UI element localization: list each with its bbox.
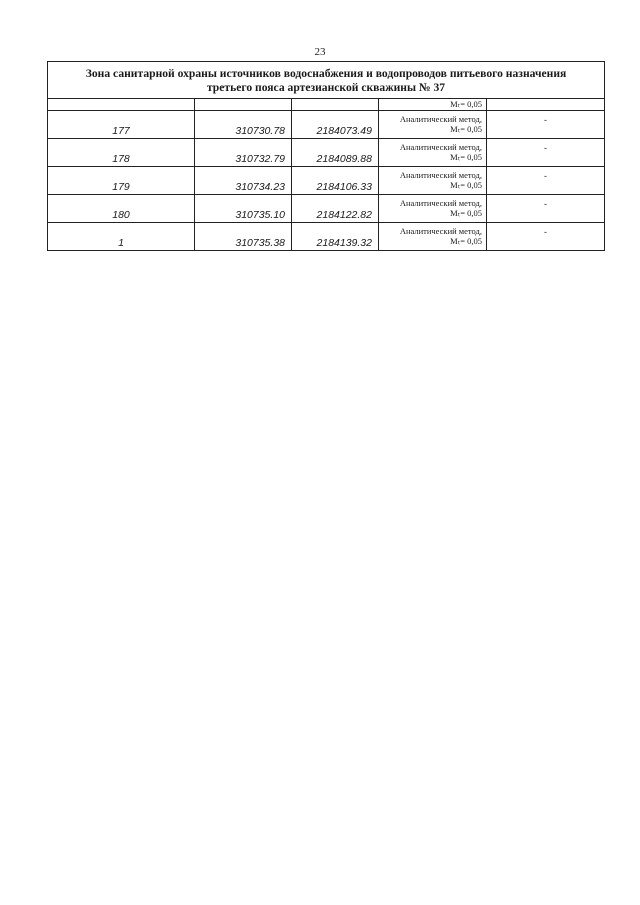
table-title-line-1: Зона санитарной охраны источников водоснабжения и водопроводов питьевого назначения [85, 67, 567, 80]
table-cell [48, 99, 195, 111]
table-row [48, 110, 605, 138]
point-id-cell: 180 [48, 194, 195, 222]
note-cell: - [487, 194, 605, 222]
method-label: Аналитический метод, [399, 225, 482, 236]
y-coordinate-cell: 2184139.32 [292, 222, 379, 250]
note-cell: - [487, 222, 605, 250]
table-cell [487, 99, 605, 111]
table-cell [195, 99, 292, 111]
table-row [48, 138, 605, 166]
point-id-cell: 179 [48, 166, 195, 194]
method-label: Аналитический метод, [399, 141, 482, 152]
y-coordinate-cell: 2184089.88 [292, 138, 379, 166]
method-label: Аналитический метод, [399, 169, 482, 180]
x-coordinate-cell: 310730.78 [195, 110, 292, 138]
accuracy-label: Mₜ= 0,05 [450, 236, 482, 246]
accuracy-cell: Mₜ= 0,05 [379, 99, 487, 111]
table-row [48, 222, 605, 250]
x-coordinate-cell: 310735.38 [195, 222, 292, 250]
method-cell [379, 110, 487, 138]
method-label: Аналитический метод, [399, 197, 482, 208]
page-number: 23 [314, 46, 326, 58]
accuracy-label: Mₜ= 0,05 [450, 208, 482, 218]
accuracy-label: Mₜ= 0,05 [450, 152, 482, 162]
point-id-cell: 177 [48, 110, 195, 138]
y-coordinate-cell: 2184073.49 [292, 110, 379, 138]
table-title [48, 62, 605, 99]
method-cell [379, 138, 487, 166]
method-label: Аналитический метод, [399, 113, 482, 124]
table-row [48, 194, 605, 222]
method-cell [379, 194, 487, 222]
point-id-cell: 178 [48, 138, 195, 166]
x-coordinate-cell: 310734.23 [195, 166, 292, 194]
table-cell [292, 99, 379, 111]
note-cell: - [487, 138, 605, 166]
x-coordinate-cell: 310732.79 [195, 138, 292, 166]
point-id-cell: 1 [48, 222, 195, 250]
continuation-row [48, 99, 605, 111]
y-coordinate-cell: 2184122.82 [292, 194, 379, 222]
y-coordinate-cell: 2184106.33 [292, 166, 379, 194]
note-cell: - [487, 110, 605, 138]
table-title-line-2: третьего пояса артезианской скважины № 37 [206, 81, 446, 94]
method-cell [379, 222, 487, 250]
table-row [48, 166, 605, 194]
coordinates-table [47, 61, 605, 251]
accuracy-label: Mₜ= 0,05 [450, 180, 482, 190]
method-cell [379, 166, 487, 194]
accuracy-label: Mₜ= 0,05 [450, 124, 482, 134]
x-coordinate-cell: 310735.10 [195, 194, 292, 222]
note-cell: - [487, 166, 605, 194]
